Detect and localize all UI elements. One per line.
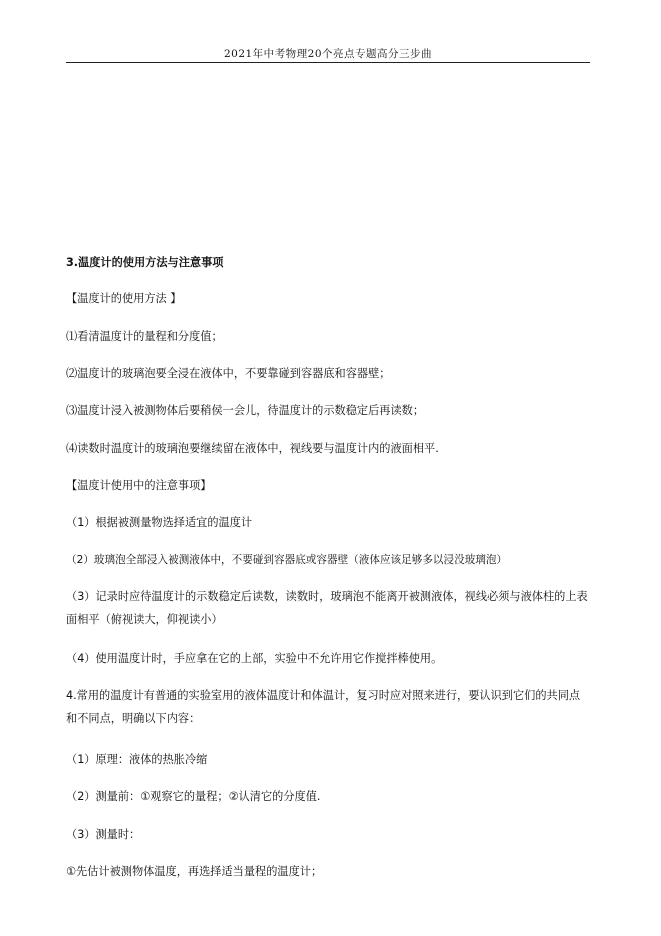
notes-item: （4）使用温度计时，手应拿在它的上部，实验中不允许用它作搅拌棒使用。 <box>66 652 443 665</box>
usage-item: ⑶温度计浸入被测物体后要稍侯一会儿，待温度计的示数稳定后再读数； <box>66 404 425 417</box>
page-header: 2021年中考物理20个亮点专题高分三步曲 <box>223 48 433 60</box>
section-3-heading: 3.温度计的使用方法与注意事项 <box>66 256 224 269</box>
notes-title: 【温度计使用中的注意事项】 <box>66 479 212 492</box>
usage-title: 【温度计的使用方法 】 <box>66 292 182 305</box>
notes-item: （3）记录时应待温度计的示数稳定后读数，读数时，玻璃泡不能离开被测液体，视线必须与液体柱的上表面相平（俯视读大，仰视读小） <box>66 590 588 626</box>
notes-item: （1）根据被测量物选择适宜的温度计 <box>66 516 253 529</box>
section-4-item: （2）测量前：①观察它的量程；②认清它的分度值. <box>66 790 321 803</box>
header-divider <box>66 62 590 63</box>
usage-item: ⑷读数时温度计的玻璃泡要继续留在液体中，视线要与温度计内的液面相平. <box>66 442 439 455</box>
section-4-intro: 4.常用的温度计有普通的实验室用的液体温度计和体温计，复习时应对照来进行，要认识到它们的共同点和不同点，明确以下内容： <box>66 689 581 725</box>
section-4-item: （1）原理：液体的热胀冷缩 <box>66 753 208 766</box>
section-4-item: （3）测量时： <box>66 828 141 841</box>
usage-item: ⑴看清温度计的量程和分度值； <box>66 330 223 343</box>
notes-item: （2）玻璃泡全部浸入被测液体中，不要碰到容器底或容器壁（液体应该足够多以浸没玻璃泡） <box>66 554 508 566</box>
section-4-item: ①先估计被测物体温度，再选择适当量程的温度计； <box>66 865 323 878</box>
usage-item: ⑵温度计的玻璃泡要全浸在液体中，不要靠碰到容器底和容器壁； <box>66 367 391 380</box>
